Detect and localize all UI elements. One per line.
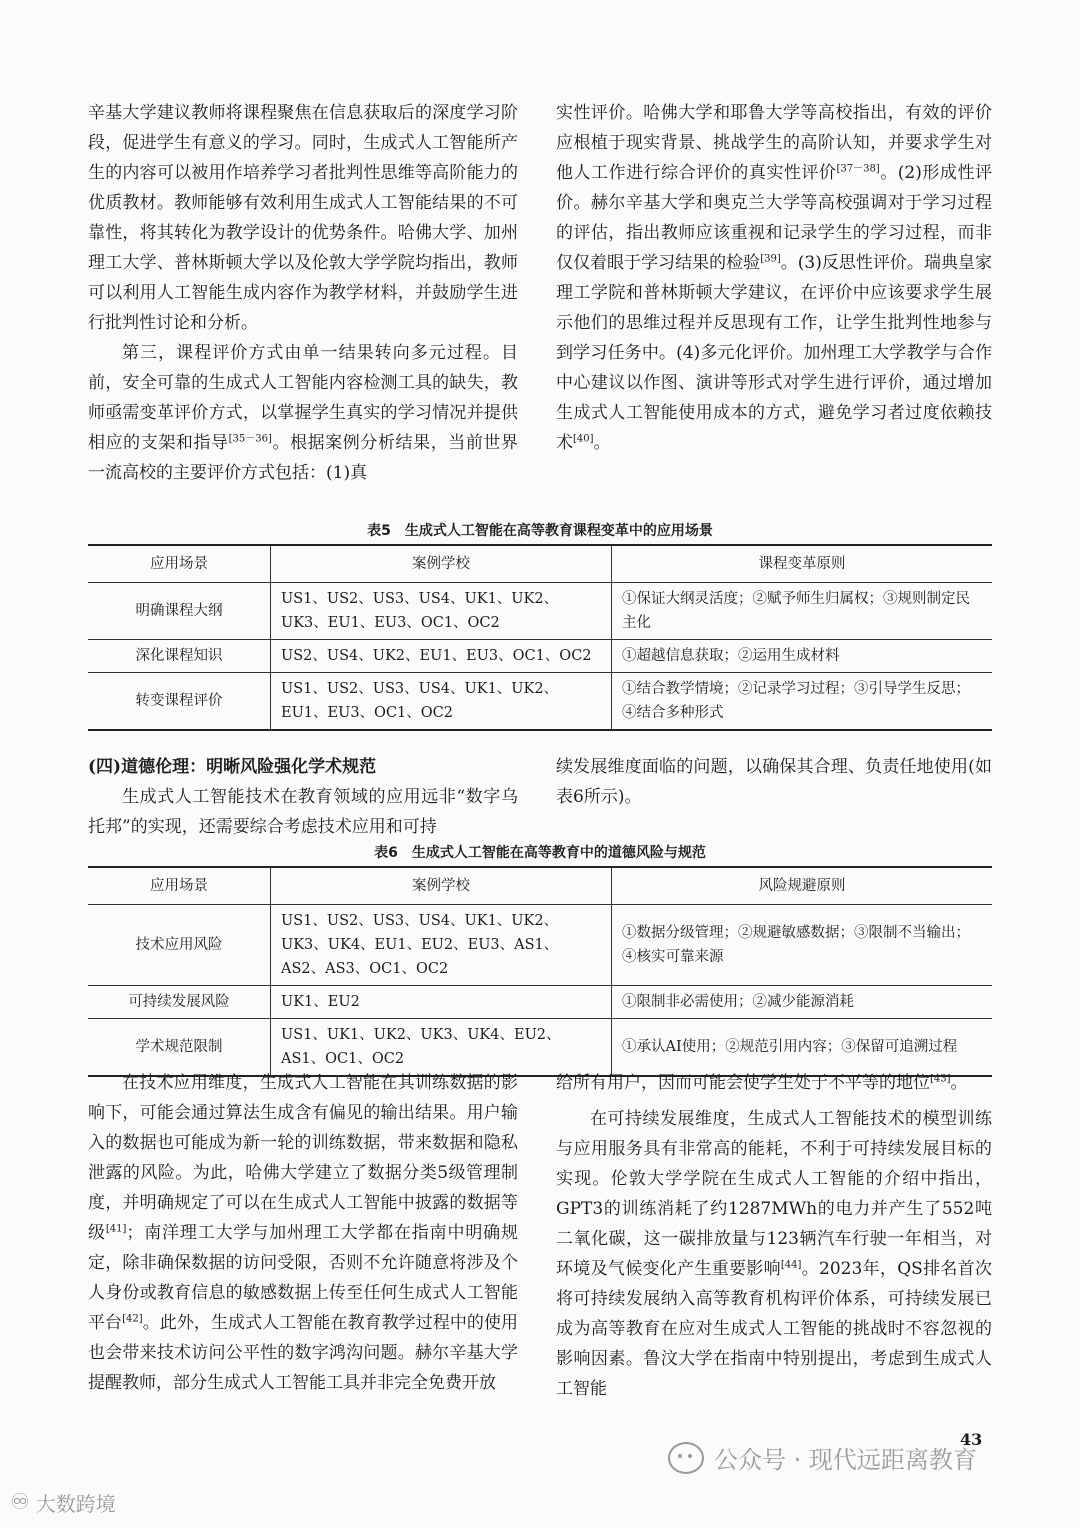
col2-top [556,98,992,458]
table6-caption: 表6 生成式人工智能在高等教育中的道德风险与规范 [374,845,706,861]
citation: [41] [105,1223,127,1235]
table-cell: US1、US2、US3、US4、UK1、UK2、EU1、EU3、OC1、OC2 [271,673,612,731]
weibo-watermark-text: 大数跨境 [35,1492,116,1516]
table-cell: ①数据分级管理；②规避敏感数据；③限制不当输出；④核实可靠来源 [612,905,993,986]
table-cell: 技术应用风险 [88,905,271,986]
citation: [39] [760,253,781,265]
table-row [88,986,992,1019]
col1-mid [88,752,518,842]
table-cell: 明确课程大纲 [88,583,271,640]
paragraph: 生成式人工智能技术在教育领域的应用远非“数字乌托邦”的实现，还需要综合考虑技术应用和可持 [88,787,518,837]
table5 [88,544,992,731]
col1-bottom [88,1068,518,1398]
table-cell: 深化课程知识 [88,640,271,673]
table-header-row [88,545,992,583]
wechat-watermark-text: 公众号 · 现代远距离教育 [714,1446,977,1474]
weibo-watermark [10,1488,116,1517]
citation: [40] [573,433,594,445]
citation: [43] [930,1073,951,1085]
weibo-icon: ♾ [10,1490,30,1515]
table-cell: 转变课程评价 [88,673,271,731]
citation: [35－36] [228,433,272,445]
section-heading: (四)道德伦理：明晰风险强化学术规范 [88,757,377,777]
table-cell: ①超越信息获取；②运用生成材料 [612,640,993,673]
table-cell: US1、US2、US3、US4、UK1、UK2、UK3、EU1、EU3、OC1、OC2 [271,583,612,640]
paragraph: 续发展维度面临的问题，以确保其合理、负责任地使用(如表6所示)。 [556,757,992,807]
table-header-row [88,867,992,905]
table-row [88,673,992,731]
wechat-watermark [668,1440,977,1475]
header-cell: 风险规避原则 [612,867,993,905]
citation: [37－38] [836,163,880,175]
citation: [42] [122,1313,143,1325]
paragraph: 实性评价。哈佛大学和耶鲁大学等高校指出，有效的评价应根植于现实背景、挑战学生的高阶认知，并要求学生对他人工作进行综合评价的真实性评价[37－38]。(2)形成性评价。赫尔辛基大学和奥克兰大学等高校强调对于学习过程的评估，指出教师应该重视和记录学生的学习过程，而非仅仅着眼于学习结果的检验[39]。(3)反思性评价。瑞典皇家理工学院和普林斯顿大学建议，在评价中应该要求学生展示他们的思维过程并反思现有工作，让学生批判性地参与到学习任务中。(4)多元化评价。加州理工大学教学与合作中心建议以作图、演讲等形式对学生进行评价，通过增加生成式人工智能使用成本的方式，避免学习者过度依赖技术[40]。 [556,103,992,453]
table-cell: ①限制非必需使用；②减少能源消耗 [612,986,993,1019]
page-number: 43 [960,1430,983,1449]
header-cell: 案例学校 [271,867,612,905]
header-cell: 应用场景 [88,545,271,583]
wechat-icon [668,1442,704,1474]
paragraph: 辛基大学建议教师将课程聚焦在信息获取后的深度学习阶段，促进学生有意义的学习。同时，生成式人工智能所产生的内容可以被用作培养学习者批判性思维等高阶能力的优质教材。教师能够有效利用生成式人工智能结果的不可靠性，将其转化为教学设计的优势条件。哈佛大学、加州理工大学、普林斯顿大学以及伦敦大学学院均指出，教师可以利用人工智能生成内容作为教学材料，并鼓励学生进行批判性讨论和分析。 [88,103,518,333]
paragraph: 在技术应用维度，生成式人工智能在其训练数据的影响下，可能会通过算法生成含有偏见的输出结果。用户输入的数据也可能成为新一轮的训练数据，带来数据和隐私泄露的风险。为此，哈佛大学建立了数据分类5级管理制度，并明确规定了可以在生成式人工智能中披露的数据等级[41]；南洋理工大学与加州理工大学都在指南中明确规定，除非确保数据的访问受限，否则不允许随意将涉及个人身份或教育信息的敏感数据上传至任何生成式人工智能平台[42]。此外，生成式人工智能在教育教学过程中的使用也会带来技术访问公平性的数字鸿沟问题。赫尔辛基大学提醒教师，部分生成式人工智能工具并非完全免费开放 [88,1073,519,1393]
header-cell: 课程变革原则 [612,545,993,583]
table-cell: UK1、EU2 [271,986,612,1019]
table-cell: 学术规范限制 [88,1019,271,1077]
header-cell: 应用场景 [88,867,271,905]
table-cell: ①保证大纲灵活度；②赋予师生归属权；③规则制定民主化 [612,583,993,640]
paragraph: 给所有用户，因而可能会使学生处于不平等的地位[43]。 [556,1073,968,1093]
table-row [88,583,992,640]
table6 [88,866,992,1077]
table-cell: US1、UK1、UK2、UK3、UK4、EU2、AS1、OC1、OC2 [271,1019,612,1077]
header-cell: 案例学校 [271,545,612,583]
table-row [88,905,992,986]
table-cell: US1、US2、US3、US4、UK1、UK2、UK3、UK4、EU1、EU2、EU3、AS1、AS2、AS3、OC1、OC2 [271,905,612,986]
table-cell: 可持续发展风险 [88,986,271,1019]
paragraph: 在可持续发展维度，生成式人工智能技术的模型训练与应用服务具有非常高的能耗，不利于可持续发展目标的实现。伦敦大学学院在生成式人工智能的介绍中指出，GPT3的训练消耗了约1287MWh的电力并产生了552吨二氧化碳，这一碳排放量与123辆汽车行驶一年相当，对环境及气候变化产生重要影响[44]。2023年，QS排名首次将可持续发展纳入高等教育机构评价体系，可持续发展已成为高等教育在应对生成式人工智能的挑战时不容忽视的影响因素。鲁汶大学在指南中特别提出，考虑到生成式人工智能 [556,1109,992,1399]
table-cell: ①结合教学情境；②记录学习过程；③引导学生反思；④结合多种形式 [612,673,993,731]
table-row [88,640,992,673]
table5-caption: 表5 生成式人工智能在高等教育课程变革中的应用场景 [367,523,713,539]
table-cell: US2、US4、UK2、EU1、EU3、OC1、OC2 [271,640,612,673]
col2-bottom [556,1068,992,1404]
col2-mid [556,752,992,812]
paragraph: 第三，课程评价方式由单一结果转向多元过程。目前，安全可靠的生成式人工智能内容检测工具的缺失，教师亟需变革评价方式，以掌握学生真实的学习情况并提供相应的支架和指导[35－36]。根据案例分析结果，当前世界一流高校的主要评价方式包括：(1)真 [88,343,519,483]
table-cell: ①承认AI使用；②规范引用内容；③保留可追溯过程 [612,1019,993,1077]
col1-top [88,98,518,488]
citation: [44] [780,1259,802,1271]
